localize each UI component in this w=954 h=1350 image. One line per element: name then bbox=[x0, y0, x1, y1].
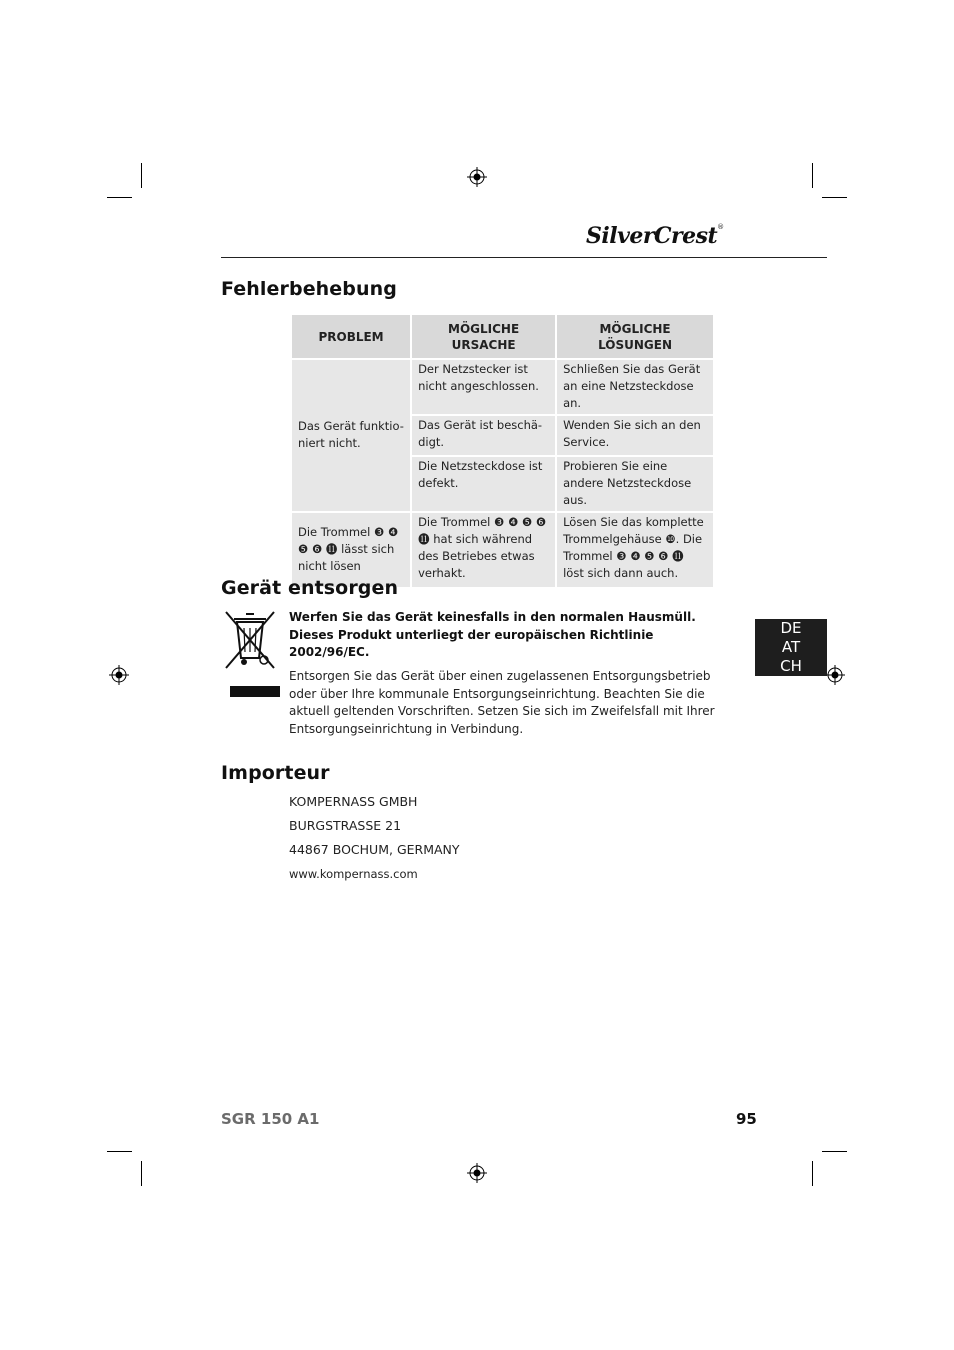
disposal-warning: Werfen Sie das Gerät keinesfalls in den normalen Hausmüll. Dieses Produkt unterliegt der europäischen Richtlinie 2002/96/EC. bbox=[289, 610, 696, 659]
importer-city: 44867 BOCHUM, GERMANY bbox=[289, 842, 460, 857]
section-title-importer: Importeur bbox=[221, 762, 330, 784]
crop-mark bbox=[822, 1151, 847, 1152]
table-cell-solution: Schließen Sie das Gerät an eine Netzsteckdose an. bbox=[556, 359, 714, 415]
header-rule bbox=[221, 257, 827, 258]
column-header-solution: MÖGLICHE LÖSUNGEN bbox=[556, 314, 714, 359]
table-cell-solution: Lösen Sie das komplette Trommelgehäuse ❿. Die Trommel ❸ ❹ ❺ ❻ ⓫ löst sich dann auch. bbox=[556, 512, 714, 588]
language-tab bbox=[755, 619, 827, 676]
registration-mark-icon bbox=[109, 665, 129, 685]
table-cell-solution: Probieren Sie eine andere Netzsteckdose aus. bbox=[556, 456, 714, 512]
crop-mark bbox=[141, 1161, 142, 1186]
importer-street: BURGSTRASSE 21 bbox=[289, 818, 402, 833]
column-header-problem: PROBLEM bbox=[291, 314, 411, 359]
crop-mark bbox=[822, 197, 847, 198]
table-cell-cause: Das Gerät ist beschä-digt. bbox=[411, 415, 556, 456]
footer-page-number: 95 bbox=[736, 1110, 757, 1128]
table-cell-cause: Der Netzstecker ist nicht angeschlossen. bbox=[411, 359, 556, 415]
table-row bbox=[291, 359, 714, 415]
crop-mark bbox=[812, 1161, 813, 1186]
brand-logo-part1: Silver bbox=[586, 223, 654, 249]
language-code: AT bbox=[781, 638, 801, 656]
table-cell-problem: Die Trommel ❸ ❹ ❺ ❻ ⓫ lässt sich nicht lösen bbox=[291, 512, 411, 588]
registration-mark-icon bbox=[825, 665, 845, 685]
table-cell-cause: Die Trommel ❸ ❹ ❺ ❻ ⓫ hat sich während des Betriebes etwas verhakt. bbox=[411, 512, 556, 588]
importer-company: KOMPERNASS GMBH bbox=[289, 794, 418, 809]
crop-mark bbox=[812, 163, 813, 188]
section-title-troubleshooting: Fehlerbehebung bbox=[221, 278, 397, 300]
crop-mark bbox=[107, 197, 132, 198]
crop-mark bbox=[107, 1151, 132, 1152]
weee-crossed-bin-icon bbox=[222, 608, 278, 670]
brand-registered-mark: ® bbox=[717, 223, 725, 231]
registration-mark-icon bbox=[467, 1163, 487, 1183]
table-header-row bbox=[291, 314, 714, 359]
disposal-body: Entsorgen Sie das Gerät über einen zugelassenen Entsorgungsbetrieb oder über Ihre kommunale Entsorgungseinrichtung. Beachten Sie die aktuell geltenden Vorschriften. Setzen Sie sich im Zweifelsfall mit Ihrer Entsorgungseinrichtung in Verbindung. bbox=[289, 669, 715, 736]
language-code: DE bbox=[780, 619, 802, 637]
crop-mark bbox=[141, 163, 142, 188]
language-code: CH bbox=[780, 657, 802, 675]
brand-logo-part2: Crest bbox=[653, 223, 718, 249]
troubleshooting-table bbox=[290, 313, 715, 589]
registration-mark-icon bbox=[467, 167, 487, 187]
table-cell-solution: Wenden Sie sich an den Service. bbox=[556, 415, 714, 456]
table-cell-cause: Die Netzsteckdose ist defekt. bbox=[411, 456, 556, 512]
section-title-disposal: Gerät entsorgen bbox=[221, 577, 399, 599]
column-header-cause: MÖGLICHE URSACHE bbox=[411, 314, 556, 359]
importer-website-link[interactable]: www.kompernass.com bbox=[289, 867, 418, 881]
table-cell-problem: Das Gerät funktio-niert nicht. bbox=[291, 359, 411, 512]
footer-model-number: SGR 150 A1 bbox=[221, 1110, 320, 1128]
brand-logo bbox=[586, 223, 750, 249]
weee-bar-icon bbox=[230, 686, 280, 697]
